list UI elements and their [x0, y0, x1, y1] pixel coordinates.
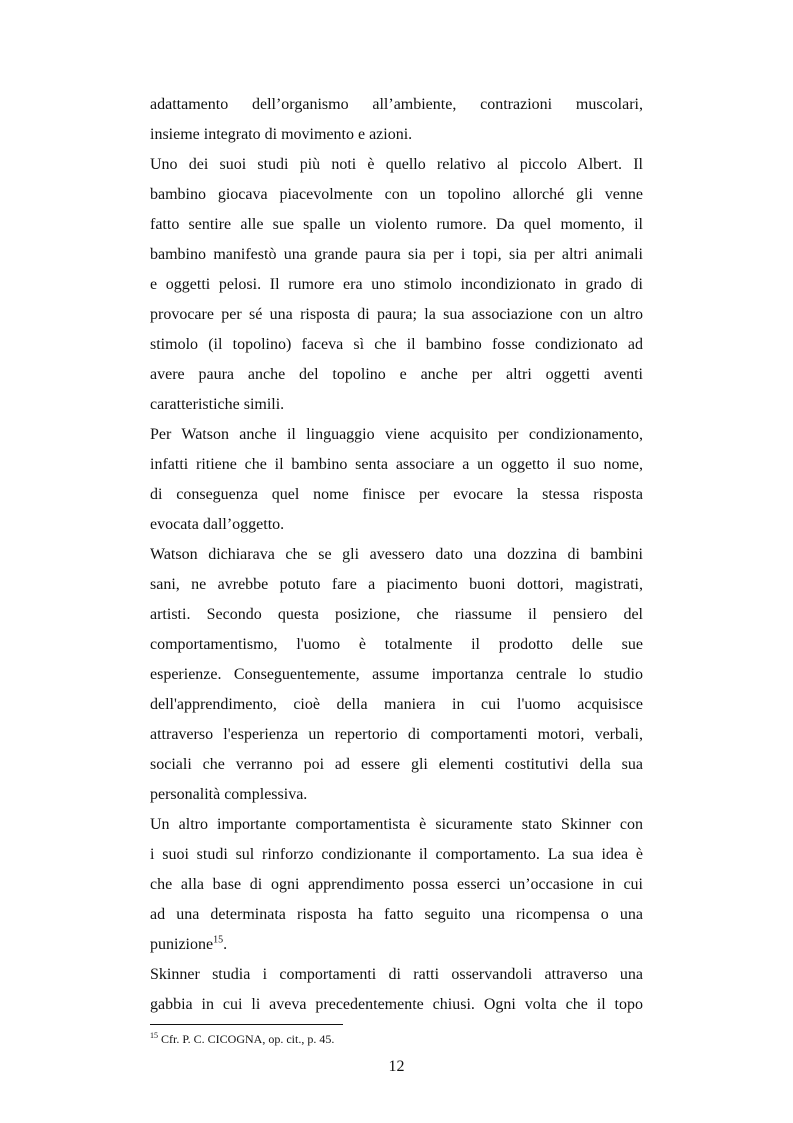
- text-line: [150, 210, 643, 240]
- text-line-content: dell'apprendimento, cioè della maniera in cui l'uomo acquisisce: [150, 696, 643, 713]
- text-line: [150, 360, 643, 390]
- text-line: [150, 930, 643, 960]
- text-line-content: adattamento dell’organismo all’ambiente, contrazioni muscolari,: [150, 96, 643, 113]
- text-line-content: caratteristiche simili.: [150, 396, 285, 413]
- text-line-content: bambino manifestò una grande paura sia per i topi, sia per altri animali: [150, 246, 643, 263]
- text-line: [150, 750, 643, 780]
- text-line-content: insieme integrato di movimento e azioni.: [150, 126, 413, 143]
- body-text: [150, 90, 643, 1020]
- text-line: [150, 150, 643, 180]
- text-line: [150, 990, 643, 1020]
- text-line-content: di conseguenza quel nome finisce per evocare la stessa risposta: [150, 486, 643, 503]
- text-line: [150, 960, 643, 990]
- text-line-content: personalità complessiva.: [150, 786, 308, 803]
- text-line-content: evocata dall’oggetto.: [150, 516, 285, 533]
- text-line-content: provocare per sé una risposta di paura; la sua associazione con un altro: [150, 306, 643, 323]
- text-line: [150, 270, 643, 300]
- text-line: [150, 810, 643, 840]
- text-line-content: artisti. Secondo questa posizione, che riassume il pensiero del: [150, 606, 643, 623]
- text-line-content: fatto sentire alle sue spalle un violento rumore. Da quel momento, il: [150, 216, 643, 233]
- text-line-content: i suoi studi sul rinforzo condizionante il comportamento. La sua idea è: [150, 846, 643, 863]
- text-line-content: Skinner studia i comportamenti di ratti osservandoli attraverso una: [150, 966, 643, 983]
- text-line: [150, 720, 643, 750]
- text-line: [150, 390, 643, 420]
- text-line-content: sociali che verranno poi ad essere gli elementi costitutivi della sua: [150, 756, 643, 773]
- text-line: [150, 630, 643, 660]
- footnote: [150, 1031, 643, 1047]
- text-line-content: Watson dichiarava che se gli avessero dato una dozzina di bambini: [150, 546, 643, 563]
- text-line: [150, 600, 643, 630]
- text-line: [150, 330, 643, 360]
- text-line: [150, 900, 643, 930]
- text-line: [150, 540, 643, 570]
- text-line: [150, 120, 643, 150]
- text-line: [150, 690, 643, 720]
- text-line-content: sani, ne avrebbe potuto fare a piacimento buoni dottori, magistrati,: [150, 576, 643, 593]
- text-line: [150, 450, 643, 480]
- text-line-content: comportamentismo, l'uomo è totalmente il prodotto delle sue: [150, 636, 643, 653]
- text-line: [150, 90, 643, 120]
- text-line-content: attraverso l'esperienza un repertorio di comportamenti motori, verbali,: [150, 726, 643, 743]
- text-line: [150, 870, 643, 900]
- footnote-marker: 15: [150, 1031, 158, 1040]
- text-line-content: Un altro importante comportamentista è sicuramente stato Skinner con: [150, 816, 643, 833]
- text-line: [150, 780, 643, 810]
- text-line-content: che alla base di ogni apprendimento possa esserci un’occasione in cui: [150, 876, 643, 893]
- text-line: [150, 510, 643, 540]
- text-line: [150, 180, 643, 210]
- text-line: [150, 570, 643, 600]
- text-line-content: gabbia in cui li aveva precedentemente chiusi. Ogni volta che il topo: [150, 996, 643, 1013]
- text-line-content: esperienze. Conseguentemente, assume importanza centrale lo studio: [150, 666, 643, 683]
- text-line: [150, 300, 643, 330]
- text-line: [150, 840, 643, 870]
- text-line: [150, 660, 643, 690]
- text-line-content: Uno dei suoi studi più noti è quello relativo al piccolo Albert. Il: [150, 156, 643, 173]
- text-line-content: stimolo (il topolino) faceva sì che il bambino fosse condizionato ad: [150, 336, 643, 353]
- text-line-content: infatti ritiene che il bambino senta associare a un oggetto il suo nome,: [150, 456, 643, 473]
- text-line: [150, 480, 643, 510]
- page-number: 12: [388, 1058, 405, 1075]
- footnote-text: Cfr. P. C. CICOGNA, op. cit., p. 45.: [158, 1032, 335, 1046]
- text-line-content: avere paura anche del topolino e anche per altri oggetti aventi: [150, 366, 643, 383]
- text-line-content: punizione: [150, 936, 214, 953]
- text-line: [150, 240, 643, 270]
- text-line: [150, 420, 643, 450]
- text-line-content: Per Watson anche il linguaggio viene acquisito per condizionamento,: [150, 426, 643, 443]
- text-line-content: bambino giocava piacevolmente con un topolino allorché gli venne: [150, 186, 643, 203]
- footnote-separator: [150, 1024, 343, 1025]
- text-line-content: ad una determinata risposta ha fatto seguito una ricompensa o una: [150, 906, 643, 923]
- text-line-suffix: .: [223, 936, 228, 953]
- footnote-reference: 15: [213, 934, 224, 946]
- text-line-content: e oggetti pelosi. Il rumore era uno stimolo incondizionato in grado di: [150, 276, 643, 293]
